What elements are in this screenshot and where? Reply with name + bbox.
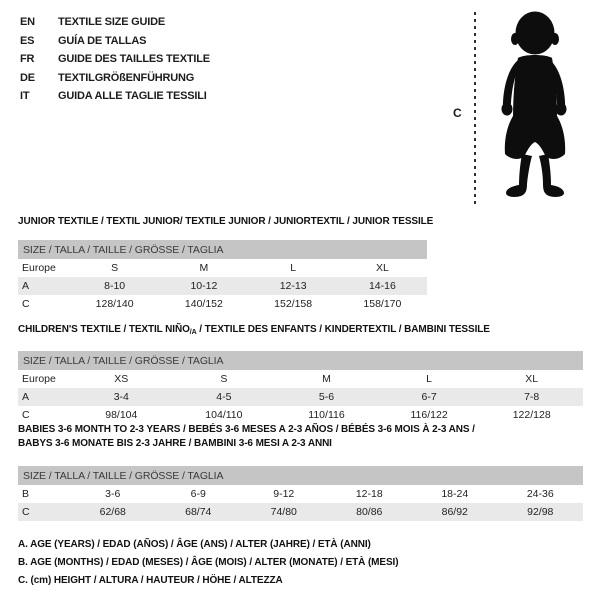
size-cell: L [426,373,432,385]
size-cell: XL [525,373,539,385]
title-line-2: BABYS 3-6 MONATE BIS 2-3 JAHRE / BAMBINI 3-6 MESI A 2-3 ANNI [18,438,332,449]
language-title: TEXTILE SIZE GUIDE [58,16,166,29]
age-cell: 9-12 [273,488,295,500]
language-title: GUÍA DE TALLAS [58,34,147,47]
age-cell: 12-18 [355,488,383,500]
age-cell: 4-5 [173,388,276,406]
row-label: A [18,277,70,295]
language-row [20,69,210,88]
babies-textile-table [18,466,583,521]
language-title: GUIDE DES TAILLES TEXTILE [58,53,210,66]
height-cell: 74/80 [241,503,327,521]
age-cell: 5-6 [275,388,378,406]
table-row-europe [18,259,427,277]
babies-table-title [18,423,583,451]
children-table-title [18,323,583,339]
height-cell: 104/110 [205,409,243,421]
language-title-block [20,13,210,106]
height-cell: 122/128 [512,409,551,421]
language-code: FR [20,53,35,66]
row-label: Europe [22,262,56,274]
children-textile-section [18,323,583,424]
title-subscript: /A [189,329,197,336]
height-cell: 152/158 [274,298,313,310]
junior-textile-section [18,215,434,313]
height-cell: 110/116 [308,409,345,421]
table-row-europe [18,370,583,388]
row-label: B [22,488,30,500]
height-cell: 92/98 [498,503,584,521]
language-code: IT [20,90,30,103]
table-row-age-months [18,485,583,503]
size-cell: S [220,373,228,385]
language-title: TEXTILGRÖßENFÜHRUNG [58,71,195,84]
language-code: ES [20,34,35,47]
language-row [20,87,210,106]
title-text: / TEXTILE DES ENFANTS / KINDERTEXTIL / BAMBINI TESSILE [196,324,490,335]
size-cell: XS [114,373,129,385]
row-label: Europe [22,373,56,385]
size-header-bar [18,351,583,370]
age-cell: 3-4 [70,388,173,406]
language-row [20,13,210,32]
language-row [20,50,210,69]
row-label: C [18,503,70,521]
size-cell: S [111,262,119,274]
height-cell: 80/86 [327,503,413,521]
table-row-height [18,503,583,521]
size-header-label: SIZE / TALLA / TAILLE / GRÖSSE / TAGLIA [18,351,583,370]
table-row-height [18,406,583,424]
language-code: DE [20,71,35,84]
row-label: C [22,409,30,421]
legend-block [18,536,398,590]
title-line-1: BABIES 3-6 MONTH TO 2-3 YEARS / BEBÉS 3-6 MESES A 2-3 AÑOS / BÉBÉS 3-6 MOIS À 2-3 ANS / [18,424,475,435]
height-cell: 68/74 [156,503,242,521]
age-cell: 8-10 [70,277,159,295]
age-cell: 18-24 [441,488,469,500]
legend-line-b: B. AGE (MONTHS) / EDAD (MESES) / ÂGE (MOIS) / ALTER (MONATE) / ETÀ (MESI) [18,557,399,568]
size-header-label: SIZE / TALLA / TAILLE / GRÖSSE / TAGLIA [18,240,427,259]
age-cell: 7-8 [480,388,583,406]
size-cell: M [322,373,331,385]
size-header-bar [18,466,583,485]
row-label: A [18,388,70,406]
title-text: CHILDREN'S TEXTILE / TEXTIL NIÑO [18,324,190,335]
height-cell: 98/104 [105,409,138,421]
age-cell: 3-6 [105,488,121,500]
age-cell: 12-13 [249,277,338,295]
height-dashed-line [474,12,476,206]
babies-textile-section [18,423,583,521]
legend-line-a: A. AGE (YEARS) / EDAD (AÑOS) / ÂGE (ANS) / ALTER (JAHRE) / ETÀ (ANNI) [18,539,371,550]
language-row [20,32,210,51]
row-label: C [22,298,30,310]
age-cell: 10-12 [159,277,248,295]
age-cell: 24-36 [526,488,554,500]
age-cell: 6-7 [378,388,481,406]
size-header-bar [18,240,427,259]
age-cell: 14-16 [338,277,427,295]
language-title: GUIDA ALLE TAGLIE TESSILI [58,90,207,103]
junior-textile-table [18,240,427,313]
table-row-height [18,295,427,313]
height-measure-label: C [453,106,462,120]
height-cell: 86/92 [412,503,498,521]
language-code: EN [20,16,35,29]
junior-table-title: JUNIOR TEXTILE / TEXTIL JUNIOR/ TEXTILE JUNIOR / JUNIORTEXTIL / JUNIOR TESSILE [18,216,434,227]
height-cell: 128/140 [95,298,134,310]
table-row-age [18,388,583,406]
size-cell: M [199,262,209,274]
size-header-label: SIZE / TALLA / TAILLE / GRÖSSE / TAGLIA [18,466,583,485]
height-cell: 62/68 [70,503,156,521]
table-row-age [18,277,427,295]
height-cell: 140/152 [184,298,223,310]
height-cell: 116/122 [410,409,448,421]
age-cell: 6-9 [190,488,206,500]
height-cell: 158/170 [363,298,402,310]
size-cell: XL [375,262,389,274]
size-cell: L [290,262,297,274]
children-textile-table [18,351,583,424]
baby-silhouette-icon [481,8,593,208]
legend-line-c: C. (cm) HEIGHT / ALTURA / HAUTEUR / HÖHE / ALTEZZA [18,575,283,586]
